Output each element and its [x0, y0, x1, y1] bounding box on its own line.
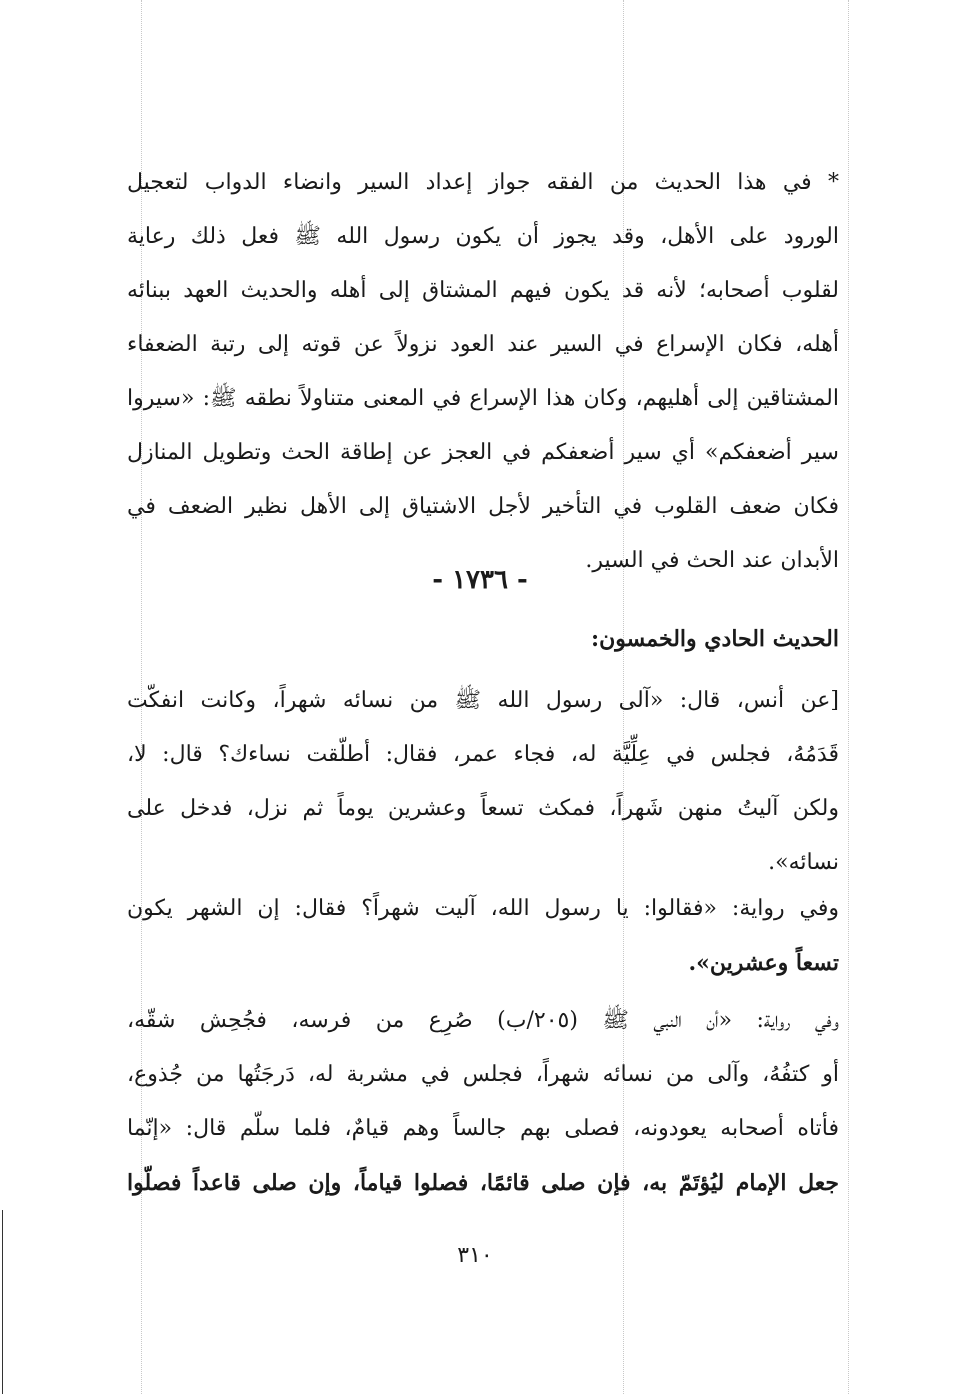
text-line: وفي رواية: «أن النبي ﷺ (٢٠٥/ب) صُرِع من فرسه، فجُحِش شقّه،: [127, 1008, 839, 1033]
scan-guide-line: [848, 0, 849, 1394]
text-line: فكان ضعف القلوب في التأخير لأجل الاشتياق إلى الأهل نظير الضعف في: [127, 494, 839, 519]
text-line: نسائه».: [768, 850, 839, 875]
text-line: المشتاقين إلى أهليهم، وكان هذا الإسراع في المعنى متناولاً نطقه ﷺ: «سيروا: [127, 386, 839, 411]
text-line: أو كتفُهُ، وآلى من نسائه شهراً، فجلس في مشربة له، دَرجَتُها من جُذوع،: [127, 1062, 839, 1087]
text-line: قَدَمُهُ، فجلس في عِلِّيَّة له، فجاء عمر، فقال: أطلّقت نساءك؟ قال: لا،: [127, 742, 839, 767]
hadith-number: - ١٧٣٦ -: [432, 565, 528, 595]
text-line: سير أضعفكم» أي سير أضعفكم في العجز عن إطاقة الحث وتطويل المنازل: [127, 440, 839, 465]
commentary-paragraph: [127, 156, 839, 588]
text-line: * في هذا الحديث من الفقه جواز إعداد السير وانضاء الدواب لتعجيل: [127, 170, 839, 195]
text-line: ولكن آليتُ منهن شَهراً، فمكث تسعاً وعشرين يوماً ثم نزل، فدخل على: [127, 796, 839, 821]
text-line: وفي رواية: «فقالوا: يا رسول الله، آليت شهراً؟ فقال: إن الشهر يكون: [127, 896, 839, 921]
section-heading: الحديث الحادي والخمسون:: [591, 626, 839, 652]
narration-paragraph: [127, 994, 839, 1210]
text-line: الأبدان عند الحث في السير.: [585, 548, 839, 573]
text-line: الورود على الأهل، وقد يجوز أن يكون رسول الله ﷺ فعل ذلك رعاية: [127, 224, 839, 249]
text-line: أهله، فكان الإسراع في السير عند العود نزولاً عن قوته إلى رتبة الضعفاء: [127, 332, 839, 357]
narration-paragraph: [127, 882, 839, 990]
page-number: ٣١٠: [457, 1243, 493, 1268]
scan-edge-line: [2, 1210, 3, 1394]
text-line: فأتاه أصحابه يعودونه، فصلى بهم جالساً وهم قيامٌ، فلما سلّم قال: «إنّما: [127, 1116, 839, 1141]
hadith-paragraph: [127, 674, 839, 890]
text-line: [عن أنس، قال: «آلى رسول الله ﷺ من نسائه شهراً، وكانت انفكّت: [127, 688, 839, 713]
text-line: تسعاً وعشرين».: [688, 950, 839, 976]
text-line: جعل الإمام ليُؤتَمّ به، فإن صلى قائمًا، فصلوا قياماً، وإن صلى قاعداً فصلّوا: [127, 1170, 839, 1196]
text-line: لقلوب أصحابه؛ لأنه قد يكون فيهم المشتاق إلى أهله والحديث العهد ببنائه: [127, 278, 839, 303]
